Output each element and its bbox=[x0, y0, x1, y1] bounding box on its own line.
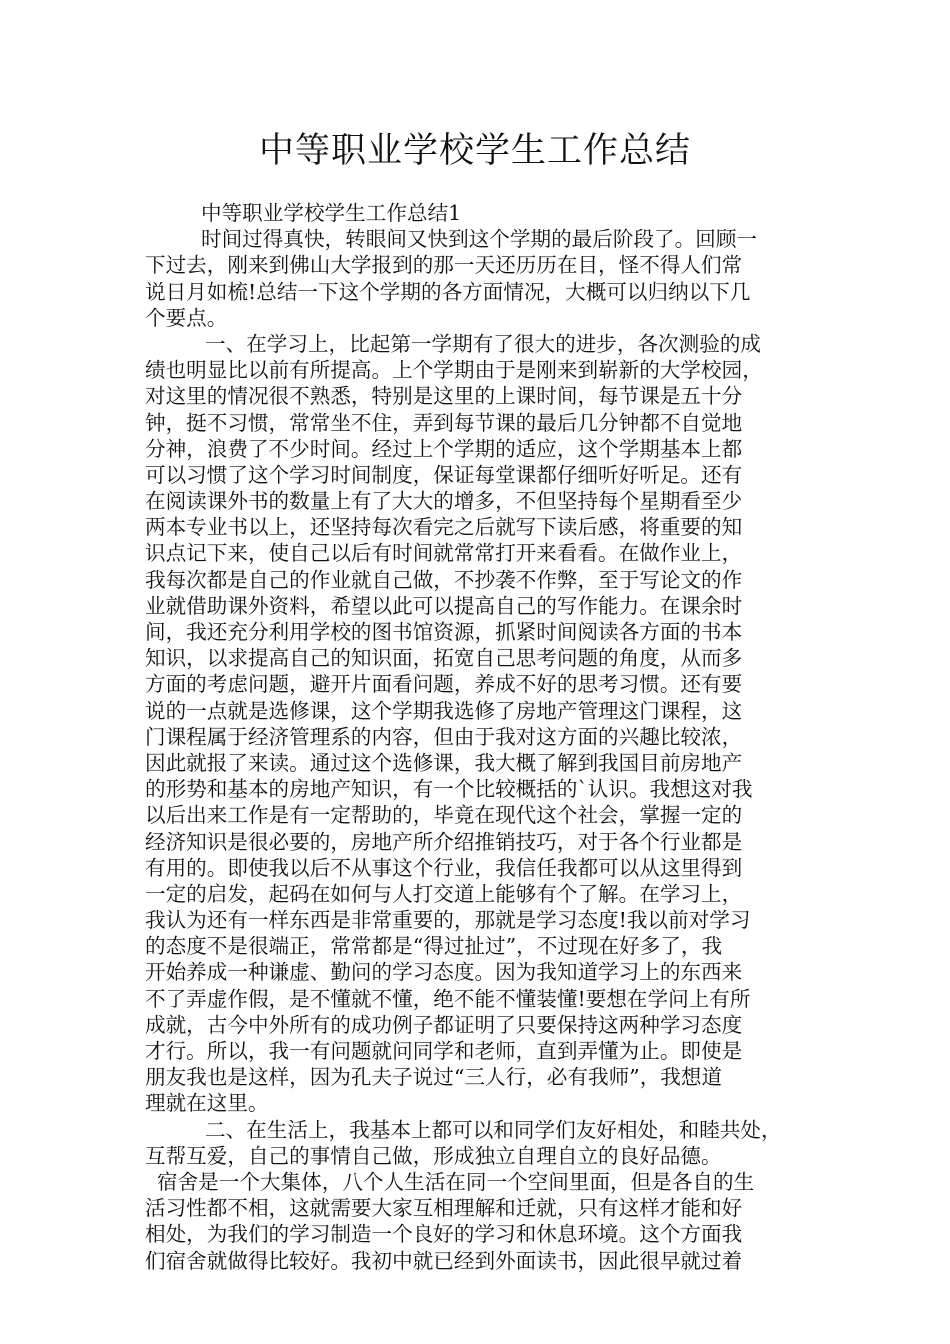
document-body bbox=[145, 200, 815, 1274]
paragraph-line: 分神，浪费了不少时间。经过上个学期的适应，这个学期基本上都 bbox=[145, 436, 743, 461]
paragraph-line: 才行。所以，我一有问题就问同学和老师，直到弄懂为止。即使是 bbox=[145, 1039, 743, 1063]
paragraph-line: 可以习惯了这个学习时间制度，保证每堂课都仔细听好听足。还有 bbox=[145, 462, 743, 487]
document-title: 中等职业学校学生工作总结 bbox=[258, 131, 691, 171]
paragraph-line: 的形势和基本的房地产知识，有一个比较概括的`认识。我想这对我 bbox=[145, 777, 753, 802]
paragraph-line: 一定的启发，起码在如何与人打交道上能够有个了解。在学习上， bbox=[145, 881, 743, 906]
paragraph-line: 互帮互爱，自己的事情自己做，形成独立自理自立的良好品德。 bbox=[145, 1143, 722, 1168]
paragraph-line: 说的一点就是选修课，这个学期我选修了房地产管理这门课程，这 bbox=[145, 698, 743, 723]
paragraph-line: 理就在这里。 bbox=[145, 1091, 269, 1116]
paragraph-line: 有用的。即使我以后不从事这个行业，我信任我都可以从这里得到 bbox=[145, 855, 743, 880]
paragraph-line: 不了弄虚作假，是不懂就不懂，绝不能不懂装懂!要想在学问上有所 bbox=[145, 986, 751, 1011]
paragraph-line: 说日月如梳!总结一下这个学期的各方面情况，大概可以归纳以下几 bbox=[145, 279, 751, 304]
paragraph-line: 的态度不是很端正，常常都是“得过扯过”，不过现在好多了，我 bbox=[145, 934, 723, 959]
paragraph-line: 知识，以求提高自己的知识面，拓宽自己思考问题的角度，从而多 bbox=[145, 646, 743, 671]
paragraph-line: 下过去，刚来到佛山大学报到的那一天还历历在目，怪不得人们常 bbox=[145, 253, 743, 278]
paragraph-line: 我每次都是自己的作业就自己做，不抄袭不作弊，至于写论文的作 bbox=[145, 567, 743, 592]
paragraph-line: 钟，挺不习惯，常常坐不住，弄到每节课的最后几分钟都不自觉地 bbox=[145, 410, 743, 435]
paragraph-line: 开始养成一种谦虚、勤问的学习态度。因为我知道学习上的东西来 bbox=[145, 960, 743, 985]
paragraph-line: 活习性都不相，这就需要大家互相理解和迁就，只有这样才能和好 bbox=[145, 1196, 743, 1221]
paragraph-line: 两本专业书以上，还坚持每次看完之后就写下读后感，将重要的知 bbox=[145, 515, 743, 540]
paragraph-line: 门课程属于经济管理系的内容，但由于我对这方面的兴趣比较浓， bbox=[145, 724, 743, 749]
paragraph-line: 个要点。 bbox=[145, 305, 228, 330]
paragraph-line: 业就借助课外资料，希望以此可以提高自己的写作能力。在课余时 bbox=[145, 593, 743, 618]
paragraph-line: 相处，为我们的学习制造一个良好的学习和休息环境。这个方面我 bbox=[145, 1222, 743, 1247]
section-heading: 中等职业学校学生工作总结1 bbox=[201, 201, 462, 225]
paragraph-line: 方面的考虑问题，避开片面看问题，养成不好的思考习惯。还有要 bbox=[145, 672, 743, 697]
paragraph-line: 二、在生活上，我基本上都可以和同学们友好相处，和睦共处， bbox=[205, 1117, 782, 1142]
paragraph-line: 们宿舍就做得比较好。我初中就已经到外面读书，因此很早就过着 bbox=[145, 1248, 743, 1273]
paragraph-line: 我认为还有一样东西是非常重要的，那就是学习态度!我以前对学习 bbox=[145, 908, 751, 933]
paragraph-line: 宿舍是一个大集体，八个人生活在同一个空间里面，但是各自的生 bbox=[157, 1169, 755, 1194]
paragraph-line: 绩也明显比以前有所提高。上个学期由于是刚来到崭新的大学校园， bbox=[145, 358, 763, 383]
paragraph-line: 间，我还充分利用学校的图书馆资源，抓紧时间阅读各方面的书本 bbox=[145, 620, 743, 644]
paragraph-line: 时间过得真快，转眼间又快到这个学期的最后阶段了。回顾一 bbox=[201, 227, 758, 252]
paragraph-line: 成就，古今中外所有的成功例子都证明了只要保持这两种学习态度 bbox=[145, 1012, 743, 1037]
paragraph-line: 识点记下来，使自己以后有时间就常常打开来看看。在做作业上， bbox=[145, 541, 743, 566]
paragraph-line: 一、在学习上，比起第一学期有了很大的进步，各次测验的成 bbox=[205, 331, 762, 356]
paragraph-line: 以后出来工作是有一定帮助的，毕竟在现代这个社会，掌握一定的 bbox=[145, 803, 743, 828]
paragraph-line: 朋友我也是这样，因为孔夫子说过“三人行，必有我师”，我想道 bbox=[145, 1065, 723, 1090]
paragraph-line: 因此就报了来读。通过这个选修课，我大概了解到我国目前房地产 bbox=[145, 750, 743, 775]
paragraph-line: 经济知识是很必要的，房地产所介绍推销技巧，对于各个行业都是 bbox=[145, 829, 743, 854]
paragraph-line: 对这里的情况很不熟悉，特别是这里的上课时间，每节课是五十分 bbox=[145, 384, 743, 409]
paragraph-line: 在阅读课外书的数量上有了大大的增多，不但坚持每个星期看至少 bbox=[145, 489, 743, 514]
